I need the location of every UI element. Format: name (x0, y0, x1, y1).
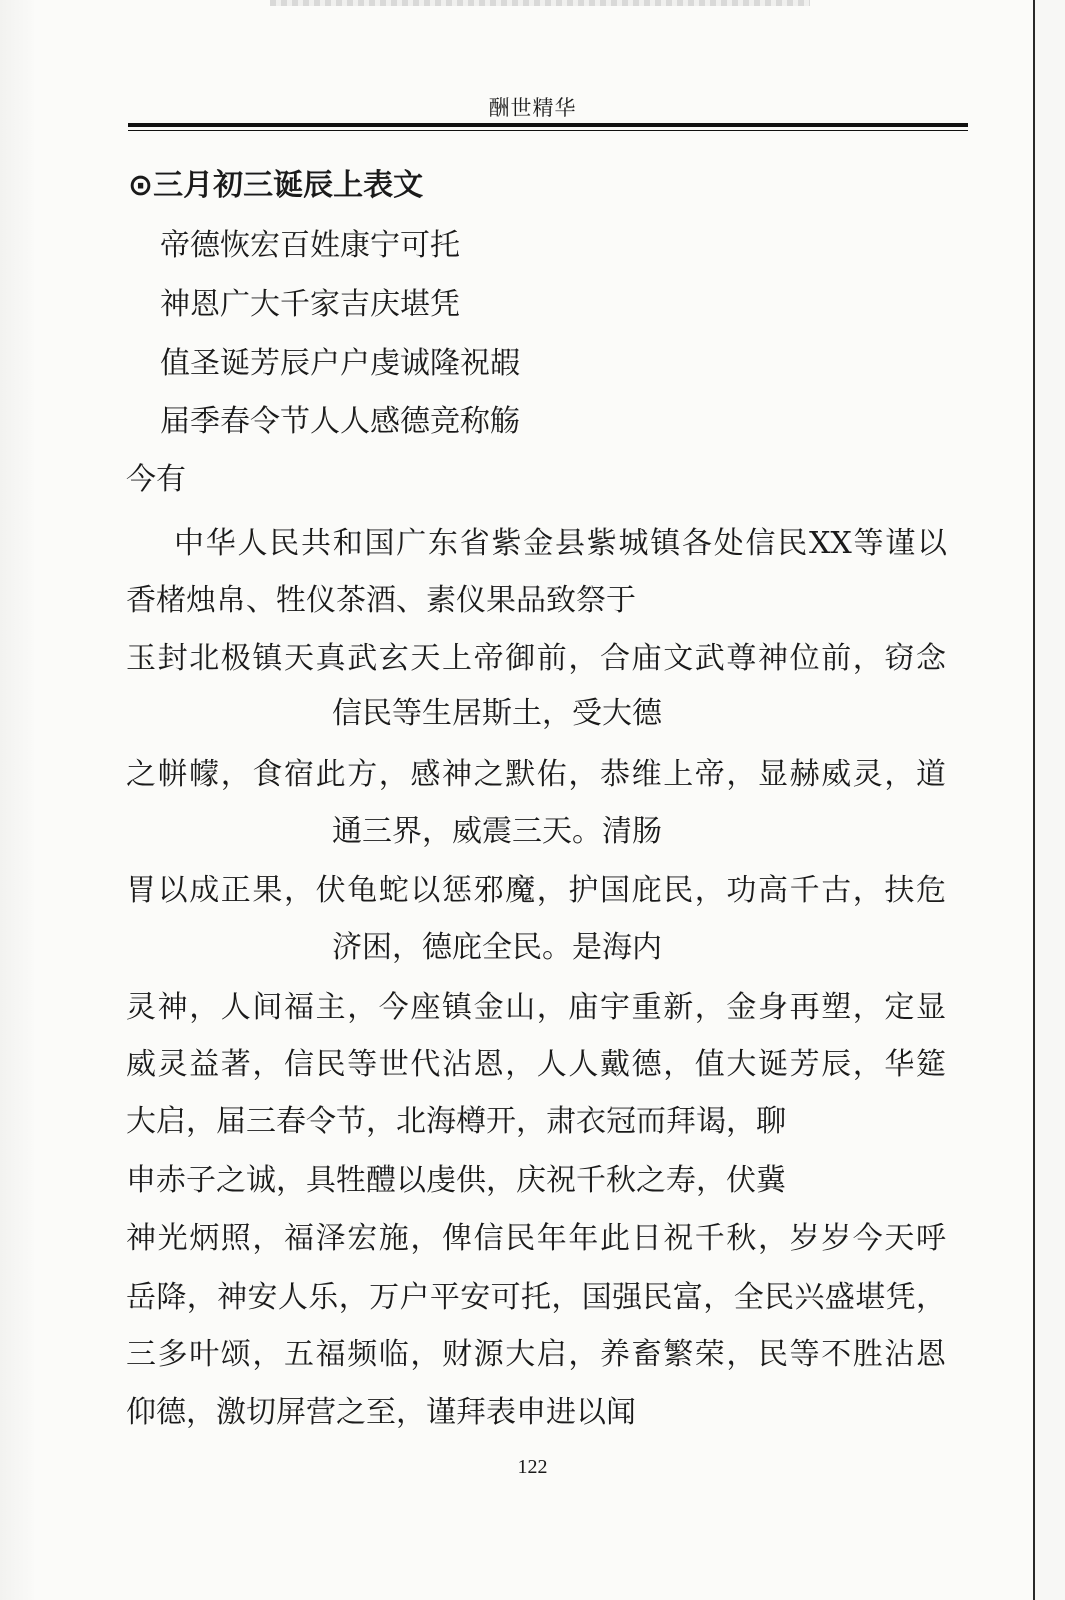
body-line: 通三界，威震三天。清肠 (332, 814, 662, 849)
body-line: 大启，届三春令节，北海樽开，肃衣冠而拜谒，聊 (126, 1104, 786, 1139)
body-line: 威灵益著，信民等世代沾恩，人人戴德，值大诞芳辰，华筵 (126, 1047, 946, 1082)
header-rule-thick (128, 123, 968, 127)
running-head: 酬世精华 (488, 96, 577, 120)
body-line: 灵神，人间福主，今座镇金山，庙宇重新，金身再塑，定显 (126, 990, 946, 1025)
body-line: 之帡幪，食宿此方，感神之默佑，恭维上帝，显赫威灵，道 (126, 757, 946, 792)
body-line: 济困，德庇全民。是海内 (332, 930, 662, 965)
body-line: 今有 (126, 462, 186, 497)
scan-top-bleed (270, 0, 810, 6)
scan-left-edge (0, 0, 34, 1600)
couplet-line: 神恩广大千家吉庆堪凭 (160, 287, 460, 322)
body-line: 三多叶颂，五福频临，财源大启，养畜繁荣，民等不胜沾恩 (126, 1337, 946, 1372)
body-line: 岳降，神安人乐，万户平安可托，国强民富，全民兴盛堪凭， (126, 1280, 946, 1315)
header-rule-thin (128, 130, 968, 131)
body-line: 中华人民共和国广东省紫金县紫城镇各处信民XX等谨以 (174, 526, 947, 561)
page-number: 122 (517, 1456, 548, 1478)
couplet-line: 届季春令节人人感德竞称觞 (160, 404, 520, 439)
body-line: 玉封北极镇天真武玄天上帝御前，合庙文武尊神位前，窃念 (126, 641, 946, 676)
couplet-line: 值圣诞芳辰户户虔诚隆祝嘏 (160, 346, 520, 381)
body-line: 信民等生居斯土，受大德 (332, 696, 662, 731)
couplet-line: 帝德恢宏百姓康宁可托 (160, 228, 460, 263)
section-title: ⊙三月初三诞辰上表文 (128, 168, 424, 203)
body-line: 胃以成正果，伏龟蛇以惩邪魔，护国庇民，功高千古，扶危 (126, 873, 946, 908)
scan-right-edge (1033, 0, 1065, 1600)
body-line: 申赤子之诚，具牲醴以虔供，庆祝千秋之寿，伏冀 (126, 1163, 786, 1198)
body-line: 神光炳照，福泽宏施，俾信民年年此日祝千秋，岁岁今天呼 (126, 1221, 946, 1256)
body-line: 仰德，激切屏营之至，谨拜表申进以闻 (126, 1395, 636, 1430)
body-line: 香楮烛帛、牲仪茶酒、素仪果品致祭于 (126, 583, 636, 618)
